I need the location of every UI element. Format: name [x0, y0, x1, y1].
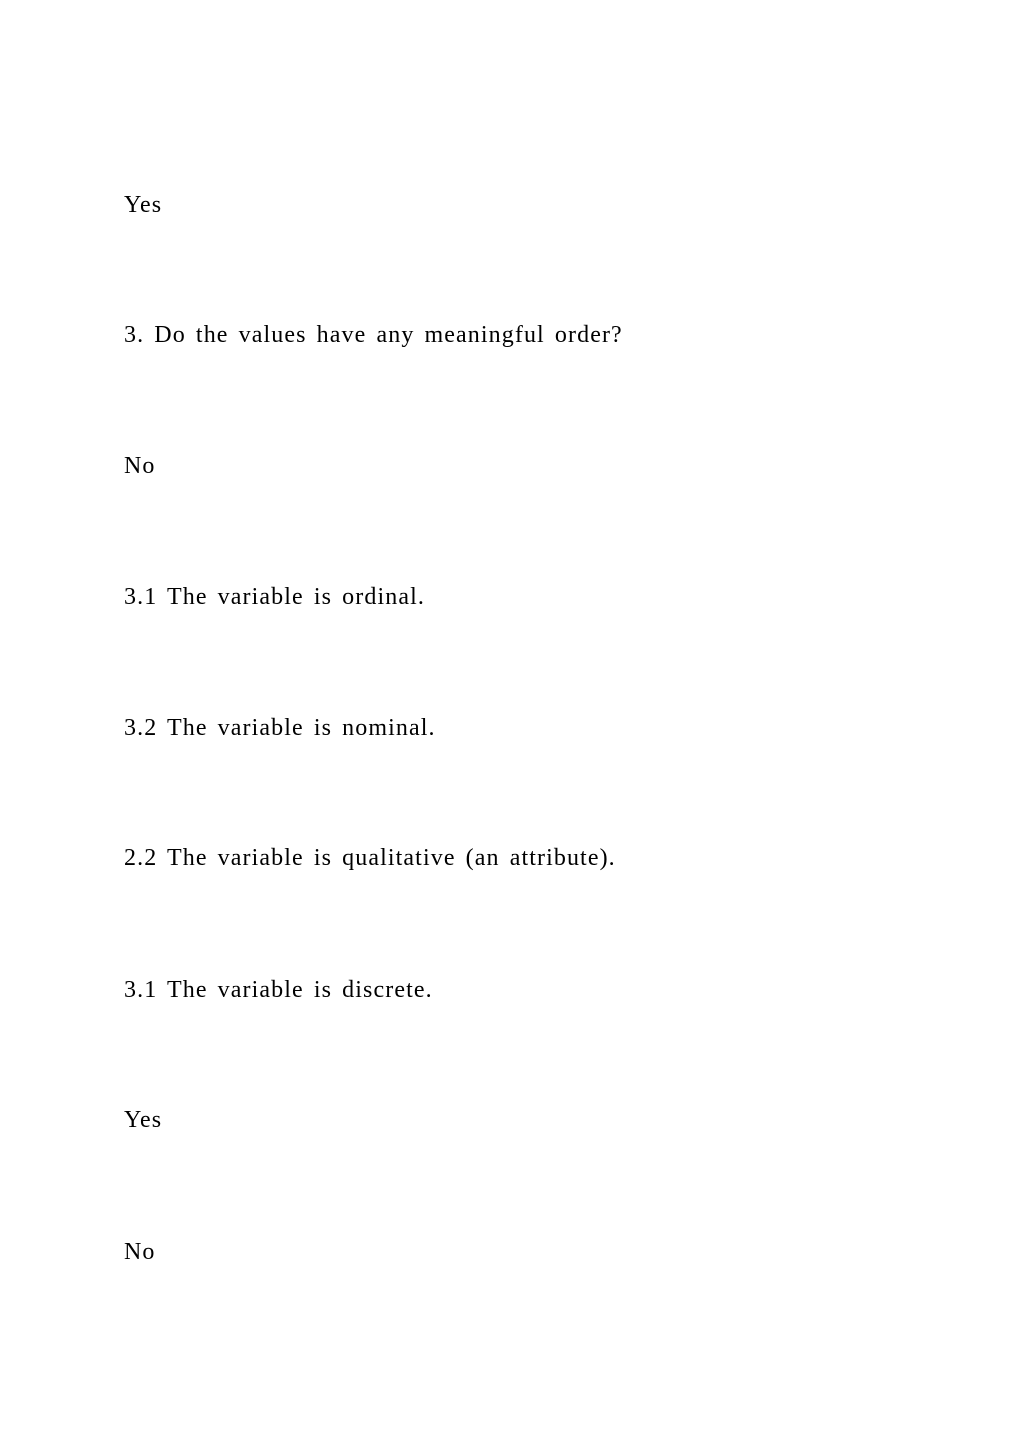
answer-no-2: No [124, 1239, 156, 1265]
statement-ordinal: 3.1 The variable is ordinal. [124, 584, 425, 610]
statement-nominal: 3.2 The variable is nominal. [124, 715, 436, 741]
answer-yes-2: Yes [124, 1107, 163, 1133]
statement-discrete: 3.1 The variable is discrete. [124, 977, 433, 1003]
answer-no: No [124, 453, 156, 479]
question-meaningful-order: 3. Do the values have any meaningful order? [124, 322, 623, 348]
statement-qualitative: 2.2 The variable is qualitative (an attribute). [124, 845, 616, 871]
answer-yes: Yes [124, 192, 163, 218]
